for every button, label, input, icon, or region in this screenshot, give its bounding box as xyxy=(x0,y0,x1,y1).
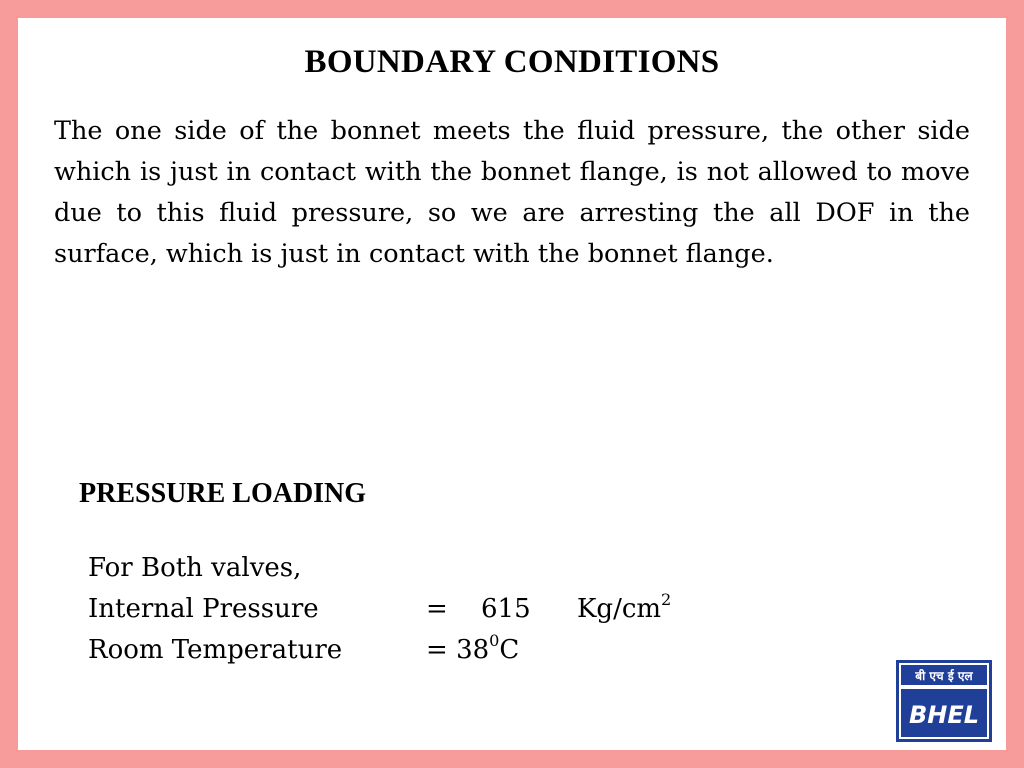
internal-pressure-label: Internal Pressure xyxy=(88,594,319,624)
bhel-logo xyxy=(896,660,992,742)
internal-pressure-unit-exponent: 2 xyxy=(661,589,672,609)
room-temperature-unit: C xyxy=(499,635,520,665)
internal-pressure-value: 615 xyxy=(481,594,531,624)
room-temperature-line xyxy=(88,630,671,671)
logo-brand-text: BHEL xyxy=(908,701,980,729)
internal-pressure-equals: = xyxy=(426,594,448,624)
room-temperature-equals: = xyxy=(426,635,448,665)
pressure-loading-heading: PRESSURE LOADING xyxy=(79,478,367,509)
internal-pressure-line xyxy=(88,589,671,630)
pressure-loading-details xyxy=(88,548,671,671)
slide-title: BOUNDARY CONDITIONS xyxy=(304,44,720,80)
loading-intro: For Both valves, xyxy=(88,553,302,583)
room-temperature-label: Room Temperature xyxy=(88,635,343,665)
loading-intro-line xyxy=(88,548,671,589)
logo-hindi-text: बी एच ई एल xyxy=(915,669,973,683)
boundary-conditions-paragraph: The one side of the bonnet meets the fluid pressure, the other side which is just in contact with the bonnet flange, is not allowed to move due to this fluid pressure, so we are arresting the all DOF in the surface, which is just in contact with the bonnet flange. xyxy=(54,116,970,269)
room-temperature-degree: 0 xyxy=(489,630,500,650)
internal-pressure-unit: Kg/cm xyxy=(577,594,662,624)
room-temperature-value: 38 xyxy=(456,635,490,665)
